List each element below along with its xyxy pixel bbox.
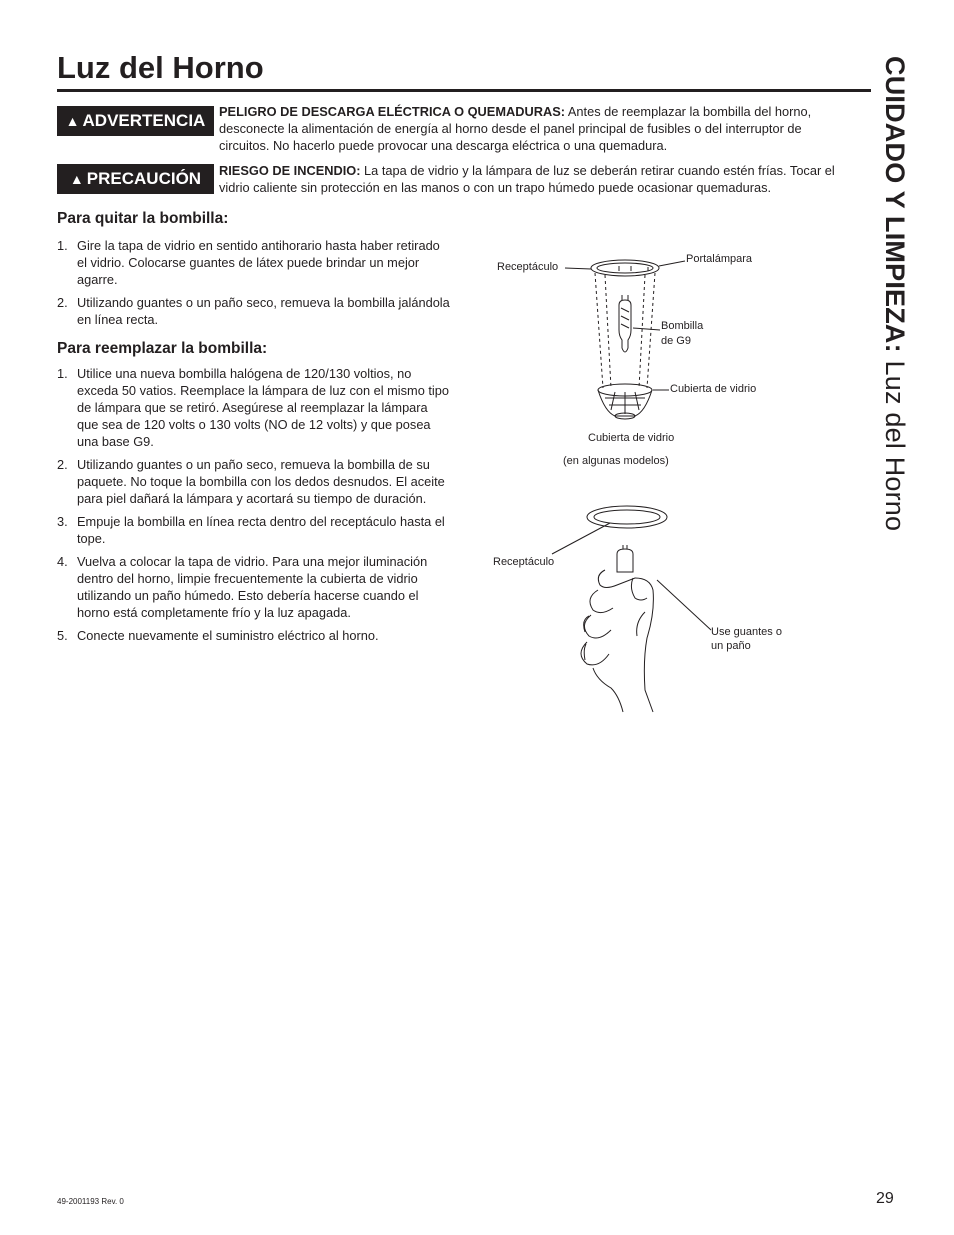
- list-item: 5. Conecte nuevamente el suministro eléctrico al horno.: [57, 628, 379, 643]
- g9-bulb: [619, 295, 631, 352]
- bulb-diagram-illustration: [485, 240, 815, 720]
- page-title: Luz del Horno: [57, 50, 264, 85]
- guide-lines: [595, 273, 655, 388]
- replace-steps: [57, 365, 452, 650]
- list-item: 1. Gire la tapa de vidrio en sentido antihorario hasta haber retirado el vidrio. Colocarse guantes de látex puede brindar un mejor agarre.: [57, 238, 440, 287]
- label-receptaculo-top: Receptáculo: [497, 261, 559, 273]
- label-bombilla-2: de G9: [661, 335, 691, 347]
- sidebar-section: CUIDADO Y LIMPIEZA:: [880, 56, 910, 353]
- label-algunas-modelos: (en algunas modelos): [563, 455, 669, 467]
- warning-triangle-icon: ▲: [65, 113, 80, 129]
- list-item: 3. Empuje la bombilla en línea recta dentro del receptáculo hasta el tope.: [57, 514, 445, 546]
- bulb-in-hand: [617, 545, 633, 572]
- caution-notice: [219, 162, 849, 196]
- label-cubierta-bottom: Cubierta de vidrio: [588, 432, 675, 444]
- list-item: 2. Utilizando guantes o un paño seco, remueva la bombilla de su paquete. No toque la bombilla con los dedos desnudos. El aceite para piel dañará la lámpara y acortará su tiempo de duración.: [57, 457, 445, 506]
- caution-text: La tapa de vidrio y la lámpara de luz se deberán retirar cuando estén frías. Tocar el vidrio caliente sin protección en las manos o con un trapo húmedo puede ocasionar quemaduras.: [219, 163, 835, 195]
- warning-lead: PELIGRO DE DESCARGA ELÉCTRICA O QUEMADURAS:: [219, 104, 566, 119]
- caution-badge-label: PRECAUCIÓN: [86, 169, 202, 188]
- replace-heading: Para reemplazar la bombilla:: [57, 340, 268, 357]
- glass-cover: [598, 384, 652, 419]
- bulb-diagram: [485, 240, 815, 720]
- list-item: 2. Utilizando guantes o un paño seco, remueva la bombilla jalándola en línea recta.: [57, 295, 450, 327]
- list-item: 1. Utilice una nueva bombilla halógena de 120/130 voltios, no exceda 50 vatios. Reemplace la lámpara de luz con el mismo tipo de lámpara que se retiró. Asegúrese al reemplazar la lámpara que sea de 120 volts o 130 volts (NO de 12 volts) y que posea una base G9.: [57, 366, 450, 449]
- section-sidebar: [878, 56, 912, 531]
- warning-notice: [219, 103, 849, 154]
- caution-badge: [57, 164, 214, 194]
- warning-badge-label: ADVERTENCIA: [82, 111, 206, 130]
- socket-top: [591, 260, 659, 276]
- label-bombilla-1: Bombilla: [661, 320, 704, 332]
- caution-lead: RIESGO DE INCENDIO:: [219, 163, 361, 178]
- hand: [581, 570, 653, 712]
- label-portalampara: Portalámpara: [686, 253, 753, 265]
- page-number: 29: [876, 1190, 894, 1207]
- document-code: 49-2001193 Rev. 0: [57, 1197, 124, 1206]
- title-rule: [57, 89, 871, 92]
- label-guantes-2: un paño: [711, 640, 751, 652]
- remove-heading: Para quitar la bombilla:: [57, 210, 229, 227]
- sidebar-topic: Luz del Horno: [880, 352, 910, 532]
- label-cubierta-right: Cubierta de vidrio: [670, 383, 757, 395]
- remove-steps: [57, 237, 452, 334]
- label-guantes-1: Use guantes o: [711, 626, 782, 638]
- warning-text: Antes de reemplazar la bombilla del horno, desconecte la alimentación de energía al horno desde el panel principal de fusibles o del interruptor de circuitos. No hacerlo puede provocar una descarga eléctrica o una quemadura.: [219, 104, 812, 153]
- list-item: 4. Vuelva a colocar la tapa de vidrio. Para una mejor iluminación dentro del horno, limpie frecuentemente la cubierta de vidrio utilizando un paño húmedo. Esto debería hacerse cuando el horno está completamente frío y la luz apagada.: [57, 554, 428, 620]
- warning-badge: [57, 106, 214, 136]
- socket-bottom: [587, 506, 667, 528]
- label-receptaculo-bottom: Receptáculo: [493, 556, 555, 568]
- caution-triangle-icon: ▲: [69, 171, 84, 187]
